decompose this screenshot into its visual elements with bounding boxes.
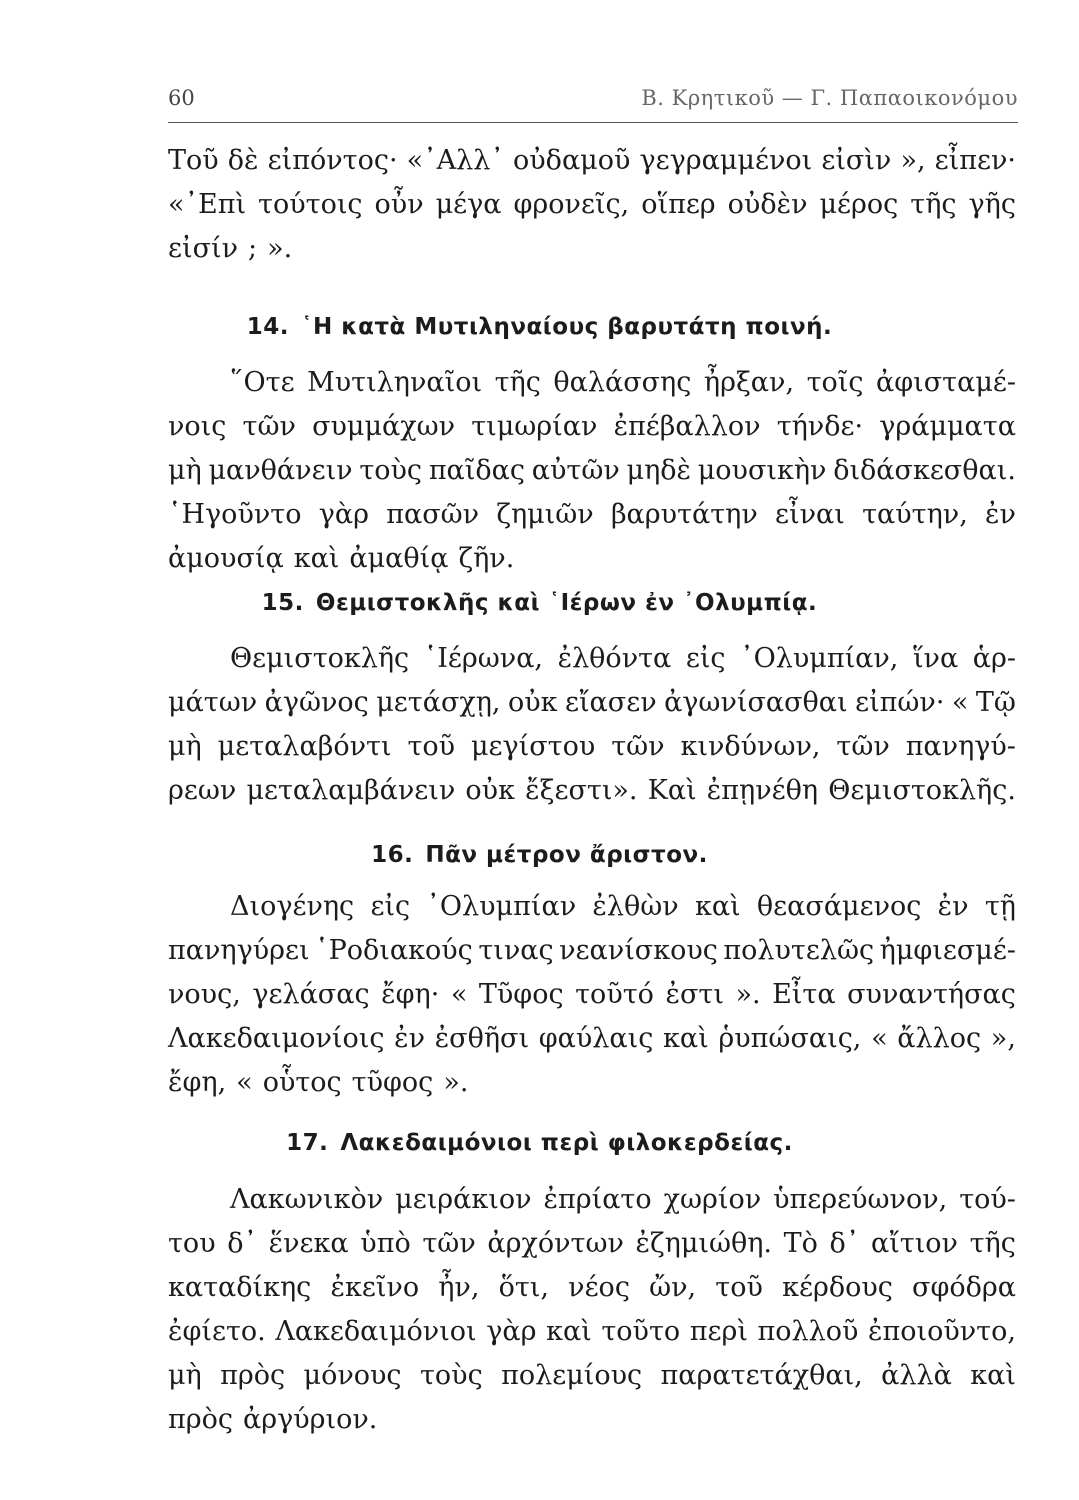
text-line: μὴ μεταλαβόντι τοῦ μεγίστου τῶν κινδύνων, τῶν πανηγύ- (168, 731, 1016, 762)
section-body-17 (168, 1178, 1016, 1442)
text-line: ἀμουσίᾳ καὶ ἀμαθίᾳ ζῆν. (168, 543, 515, 574)
text-line: Λακωνικὸν μειράκιον ἐπρίατο χωρίον ὑπερεύωνον, τού- (230, 1184, 1016, 1215)
page-header (168, 86, 1018, 120)
section-body-14 (168, 361, 1016, 581)
text-line: ῾Ηγοῦντο γὰρ πασῶν ζημιῶν βαρυτάτην εἶναι ταύτην, ἐν (168, 499, 1016, 530)
text-line: πρὸς ἀργύριον. (168, 1404, 378, 1435)
header-rule (168, 122, 1018, 123)
running-head: Β. Κρητικοῦ — Γ. Παπαοικονόμου (641, 86, 1018, 110)
section-number: 14. (246, 314, 289, 340)
section-number: 17. (286, 1130, 329, 1156)
text-line: μὴ μανθάνειν τοὺς παῖδας αὐτῶν μηδὲ μουσικὴν διδάσκεσθαι. (168, 455, 1016, 486)
section-heading-15 (0, 590, 1079, 616)
text-line: Διογένης εἰς ᾿Ολυμπίαν ἐλθὼν καὶ θεασάμενος ἐν τῇ (230, 891, 1016, 922)
section-title: Πᾶν μέτρον ἄριστον. (425, 842, 708, 868)
section-heading-14 (0, 314, 1079, 340)
text-line: εἰσίν ; ». (168, 233, 293, 264)
text-line: Λακεδαιμονίοις ἐν ἐσθῆσι φαύλαις καὶ ῥυπώσαις, « ἄλλος », (168, 1023, 1016, 1054)
text-line: Θεμιστοκλῆς ῾Ιέρωνα, ἐλθόντα εἰς ᾿Ολυμπίαν, ἵνα ἁρ- (230, 643, 1016, 674)
text-line: του δ᾽ ἕνεκα ὑπὸ τῶν ἀρχόντων ἐζημιώθη. Τὸ δ᾽ αἴτιον τῆς (168, 1228, 1016, 1259)
page-number: 60 (168, 86, 195, 110)
text-line: πανηγύρει ῾Ροδιακούς τινας νεανίσκους πολυτελῶς ἠμφιεσμέ- (168, 935, 1016, 966)
text-line: καταδίκης ἐκεῖνο ἦν, ὅτι, νέος ὤν, τοῦ κέρδους σφόδρα (168, 1272, 1016, 1303)
text-line: μάτων ἀγῶνος μετάσχῃ, οὐκ εἴασεν ἀγωνίσασθαι εἰπών· « Τῷ (168, 687, 1016, 718)
intro-paragraph (168, 139, 1016, 271)
section-title: Λακεδαιμόνιοι περὶ φιλοκερδείας. (340, 1130, 793, 1156)
text-line: «᾿Επὶ τούτοις οὖν μέγα φρονεῖς, οἵπερ οὐδὲν μέρος τῆς γῆς (168, 189, 1016, 220)
section-body-15 (168, 637, 1016, 813)
text-line: ῞Οτε Μυτιληναῖοι τῆς θαλάσσης ἦρξαν, τοῖς ἀφισταμέ- (230, 367, 1016, 398)
text-line: νοις τῶν συμμάχων τιμωρίαν ἐπέβαλλον τήνδε· γράμματα (168, 411, 1016, 442)
section-number: 16. (371, 842, 414, 868)
section-number: 15. (261, 590, 304, 616)
text-line: μὴ πρὸς μόνους τοὺς πολεμίους παρατετάχθαι, ἀλλὰ καὶ (168, 1360, 1016, 1391)
section-heading-16 (0, 842, 1079, 868)
section-heading-17 (0, 1130, 1079, 1156)
text-line: ἔφη, « οὗτος τῦφος ». (168, 1067, 469, 1098)
section-title: Θεμιστοκλῆς καὶ ῾Ιέρων ἐν ᾿Ολυμπίᾳ. (315, 590, 818, 616)
text-line: ἐφίετο. Λακεδαιμόνιοι γὰρ καὶ τοῦτο περὶ πολλοῦ ἐποιοῦντο, (168, 1316, 1016, 1347)
section-body-16 (168, 885, 1016, 1105)
text-line: ρεων μεταλαμβάνειν οὐκ ἔξεστι». Καὶ ἐπῃνέθη Θεμιστοκλῆς. (168, 775, 1016, 806)
text-line: Τοῦ δὲ εἰπόντος· «᾿Αλλ᾽ οὐδαμοῦ γεγραμμένοι εἰσὶν », εἶπεν· (168, 145, 1016, 176)
text-line: νους, γελάσας ἔφη· « Τῦφος τοῦτό ἐστι ». Εἶτα συναντήσας (168, 979, 1016, 1010)
section-title: ῾Η κατὰ Μυτιληναίους βαρυτάτη ποινή. (300, 314, 833, 340)
